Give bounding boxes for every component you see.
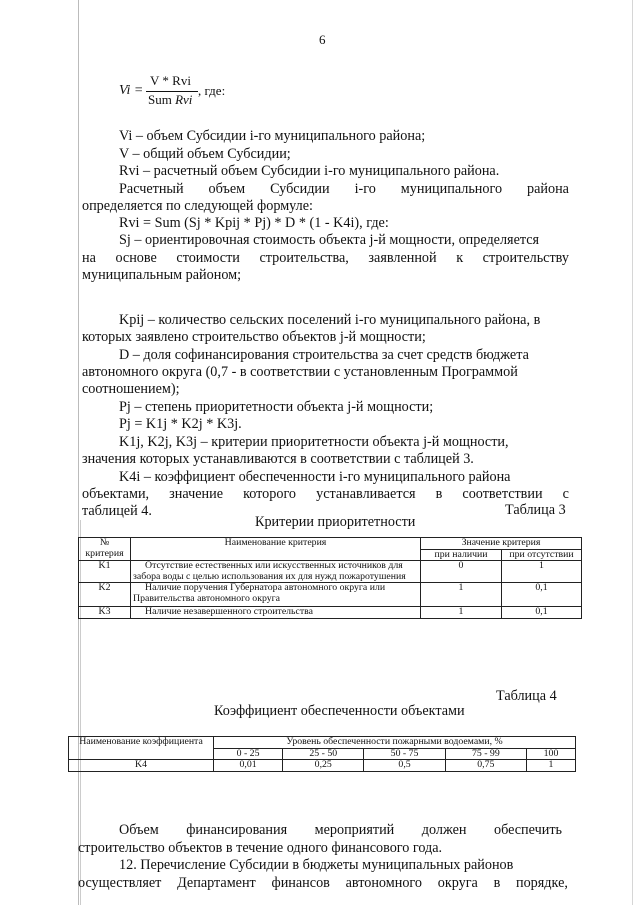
table4-head-name: Наименование коэффициента: [69, 737, 214, 760]
table4-range: 75 - 99: [445, 748, 526, 760]
sj-line2: на основе стоимости строительства, заявленной к строительству: [82, 250, 569, 266]
formula-numerator: V * Rvi: [150, 73, 191, 88]
d-line2: автономного округа (0,7 - в соответствии с установленным Программой: [82, 364, 518, 380]
table3-head-name: Наименование критерия: [131, 538, 421, 561]
table4-value: 0,5: [364, 760, 445, 772]
d-line3: соотношением);: [82, 381, 180, 397]
page-number: 6: [319, 32, 326, 47]
k4i-line2: объектами, значение которого устанавливается в соответствии с: [82, 486, 569, 502]
table3-code: K2: [79, 583, 131, 607]
k1j-line1: K1j, K2j, K3j – критерии приоритетности объекта j-й мощности,: [119, 434, 509, 450]
table4-range: 50 - 75: [364, 748, 445, 760]
table4-title: Коэффициент обеспеченности объектами: [214, 703, 465, 719]
table3-present: 0: [421, 561, 502, 583]
closing-line2: строительство объектов в течение одного финансового года.: [78, 840, 443, 856]
table3-absent: 0,1: [502, 607, 582, 619]
table4-range: 100: [527, 748, 576, 760]
kpij-line1: Kpij – количество сельских поселений i-го муниципального района, в: [119, 312, 541, 328]
sj-line3: муниципальным районом;: [82, 267, 242, 283]
table4-value: 0,25: [283, 760, 364, 772]
calc-intro-line2: определяется по следующей формуле:: [82, 198, 313, 214]
k1j-line2: значения которых устанавливаются в соответствии с таблицей 3.: [82, 451, 474, 467]
table3-absent: 0,1: [502, 583, 582, 607]
def-rvi: Rvi – расчетный объем Субсидии i-го муниципального района.: [119, 163, 500, 179]
formula-tail: , где:: [198, 83, 226, 98]
table3-name: Наличие незавершенного строительства: [131, 607, 421, 619]
def-v: V – общий объем Субсидии;: [119, 146, 291, 162]
table4-range: 25 - 50: [283, 748, 364, 760]
table3-head-value: Значение критерия: [421, 538, 582, 550]
pj-line1: Pj – степень приоритетности объекта j-й мощности;: [119, 399, 434, 415]
def-vi: Vi – объем Субсидии i-го муниципального района;: [119, 128, 426, 144]
kpij-line2: которых заявлено строительство объектов j-й мощности;: [82, 329, 426, 345]
table3-name: Отсутствие естественных или искусственных источников для забора воды с целью использования их для нужд пожаротушения: [131, 561, 421, 583]
d-line1: D – доля софинансирования строительства за счет средств бюджета: [119, 347, 529, 363]
table4: [68, 736, 576, 772]
table4-range: 0 - 25: [214, 748, 283, 760]
sj-line1: Sj – ориентировочная стоимость объекта j-й мощности, определяется: [119, 232, 540, 248]
table4-value: 0,75: [445, 760, 526, 772]
table-row: [79, 607, 582, 619]
table3-head-absent: при отсутствии: [502, 549, 582, 561]
k4i-line1: K4i – коэффициент обеспеченности i-го муниципального района: [119, 469, 511, 485]
calc-intro-line1: Расчетный объем Субсидии i-го муниципального района: [119, 181, 569, 197]
table3-head-present: при наличии: [421, 549, 502, 561]
k4i-line3: таблицей 4.: [82, 503, 152, 519]
table3-present: 1: [421, 583, 502, 607]
table4-value: 1: [527, 760, 576, 772]
closing-line3: 12. Перечисление Субсидии в бюджеты муниципальных районов: [119, 857, 514, 873]
table4-code: K4: [69, 760, 214, 772]
table3-title: Критерии приоритетности: [255, 514, 416, 530]
table-row: [79, 583, 582, 607]
formula-lhs: Vi =: [119, 83, 144, 98]
table3-name: Наличие поручения Губернатора автономного округа или Правительства автономного округа: [131, 583, 421, 607]
formula-denominator: Sum Rvi: [148, 92, 193, 107]
table3-present: 1: [421, 607, 502, 619]
closing-line4: осуществляет Департамент финансов автономного округа в порядке,: [78, 875, 568, 891]
table4-value: 0,01: [214, 760, 283, 772]
table3-code: K1: [79, 561, 131, 583]
table3-absent: 1: [502, 561, 582, 583]
table3-code: K3: [79, 607, 131, 619]
table3-head-num: № критерия: [79, 538, 131, 561]
closing-line1: Объем финансирования мероприятий должен обеспечить: [119, 822, 562, 838]
page-right-edge-line: [632, 0, 633, 905]
table4-label: Таблица 4: [496, 688, 557, 704]
table3-label: Таблица 3: [505, 502, 566, 518]
table-row: [69, 760, 576, 772]
table-row: [79, 561, 582, 583]
formula-rvi: Rvi = Sum (Sj * Kpij * Pj) * D * (1 - K4i), где:: [119, 215, 389, 231]
pj-line2: Pj = K1j * K2j * K3j.: [119, 416, 242, 432]
table3: [78, 537, 582, 619]
table4-head-level: Уровень обеспеченности пожарными водоемами, %: [214, 737, 576, 749]
